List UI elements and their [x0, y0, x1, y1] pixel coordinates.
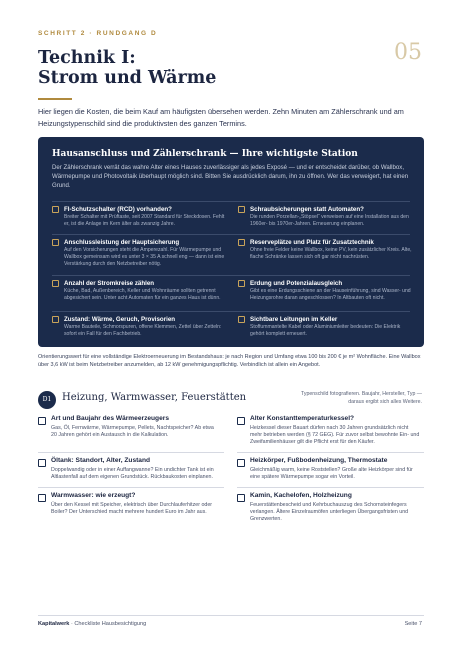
heating-item-text: Gleichmäßig warm, keine Roststellen? Große alte Heizkörper sind für eine spätere Wärmepumpe sogar ein Vorteil. — [250, 467, 413, 481]
heating-item-head: Heizkörper, Fußbodenheizung, Thermostate — [250, 457, 388, 464]
title-line-1: Technik I: — [38, 48, 136, 68]
checkbox-icon[interactable] — [237, 459, 245, 467]
footer-page: Seite 7 — [404, 621, 422, 627]
station-row-4 — [52, 311, 410, 341]
heating-item-text: Gas, Öl, Fernwärme, Wärmepumpe, Pellets, Nachtspeicher? Ab etwa 20 Jahren gehört ein Austausch in die Kalkulation. — [51, 425, 214, 439]
divider — [237, 452, 424, 453]
section-title: Heizung, Warmwasser, Feuerstätten — [62, 392, 247, 403]
checkbox-icon[interactable] — [52, 239, 59, 246]
station-item-text: Die runden Porzellan-„Stöpsel“ verweisen auf eine Installation aus den 1960er- bis 1970er-Jahren. Erneuerung einplanen. — [250, 214, 409, 227]
station-row-3 — [52, 275, 410, 311]
checkbox-icon[interactable] — [38, 417, 46, 425]
divider — [38, 452, 224, 453]
checkbox-icon[interactable] — [52, 316, 59, 323]
footer-brand-name: Kapitalwerk — [38, 621, 70, 627]
checkbox-icon[interactable] — [52, 280, 59, 287]
station-item-head: Erdung und Potenzialausgleich — [250, 279, 343, 287]
page-number-decor: 05 — [394, 40, 422, 65]
divider — [38, 487, 224, 488]
station-box — [38, 137, 424, 347]
cost-note: Orientierungswert für eine vollständige Elektroerneuerung im Bestandshaus: je nach Region und Umfang etwa 100 bis 200 € je m² Wohnfläche. Eine Wallbox über 3,6 kW ist beim Netzbetreiber anzumelden, ab 12 kW genehmigungspflichtig. Verbindlich ist allein ein Angebot. — [38, 354, 421, 368]
section-side-note: Typenschild fotografieren. Baujahr, Hersteller, Typ — daraus ergibt sich alles Weitere. — [300, 391, 422, 405]
heating-item-text: Feuerstättenbescheid und Kehrbuchauszug des Schornsteinfegers verlangen. Ältere Einzelraumöfen unterliegen Übergangsfristen und Grenzwerten. — [250, 502, 409, 523]
station-row-2 — [52, 234, 410, 275]
heating-item-head: Kamin, Kachelofen, Holzheizung — [250, 492, 352, 499]
station-title: Hausanschluss und Zählerschrank — Ihre wichtigste Station — [52, 149, 358, 159]
station-item-head: FI-Schutzschalter (RCD) vorhanden? — [64, 205, 172, 213]
station-item-text: Stoffummantelte Kabel oder Aluminiumleiter bedeuten: Die Elektrik gehört komplett erneuert. — [250, 324, 401, 337]
intro-text: Hier liegen die Kosten, die beim Kauf am häufigsten übersehen werden. Zehn Minuten am Zählerschrank und am Heizungstypenschild sind die produktivsten des ganzen Termins. — [38, 107, 404, 128]
checkbox-icon[interactable] — [238, 239, 245, 246]
checkbox-icon[interactable] — [52, 206, 59, 213]
footer-divider — [38, 615, 424, 616]
heating-item-head: Warmwasser: wie erzeugt? — [51, 492, 136, 499]
station-item-head: Reserveplätze und Platz für Zusatztechnik — [250, 238, 374, 246]
heating-item-text: Doppelwandig oder in einer Auffangwanne? Ein undichter Tank ist ein Altlastenfall auf dem eigenen Grundstück. Rückbaukosten einplanen. — [51, 467, 214, 481]
divider — [237, 487, 424, 488]
heating-item-text: Über den Kessel mit Speicher, elektrisch über Durchlauferhitzer oder Boiler? Der Unterschied macht mehrere hundert Euro im Jahr aus. — [51, 502, 213, 516]
checkbox-icon[interactable] — [238, 316, 245, 323]
station-item-head: Anschlussleistung der Hauptsicherung — [64, 238, 180, 246]
eyebrow: SCHRITT 2 · RUNDGANG D — [38, 30, 158, 37]
checkbox-icon[interactable] — [237, 417, 245, 425]
station-row-1 — [52, 201, 410, 234]
station-item-head: Schraubsicherungen statt Automaten? — [250, 205, 364, 213]
heating-item-text: Heizkessel dieser Bauart dürfen nach 30 Jahren grundsätzlich nicht mehr betrieben werden (§ 72 GEG). Für zuvor selbst bewohnte Ein- und Zweifamilienhäuser gilt die Pflicht erst für den Käufer. — [250, 425, 420, 446]
checkbox-icon[interactable] — [238, 206, 245, 213]
checkbox-icon[interactable] — [38, 494, 46, 502]
title-underline — [38, 98, 72, 100]
station-item-head: Sichtbare Leitungen im Keller — [250, 315, 338, 323]
station-item-text: Küche, Bad, Außenbereich, Keller und Wohnräume sollten getrennt abgesichert sein. Unter acht Automaten für ein ganzes Haus ist dünn. — [64, 288, 221, 301]
checkbox-icon[interactable] — [237, 494, 245, 502]
station-item-text: Gibt es eine Erdungsschiene an der Hauseinführung, sind Wasser- und Heizungsrohre daran angeschlossen? In Altbauten oft nicht. — [250, 288, 411, 301]
station-item-text: Warme Bauteile, Schmorspuren, offene Klemmen, Zettel über Zetteln: sofort ein Fall für den Fachbetrieb. — [64, 324, 222, 337]
station-item-text: Auf den Vorsicherungen steht die Amperezahl. Für Wärmepumpe und Wallbox gemeinsam wird es unter 3 × 35 A schnell eng — dann ist eine Verstärkung durch den Netzbetreiber nötig. — [64, 247, 225, 267]
heating-item-head: Öltank: Standort, Alter, Zustand — [51, 457, 151, 464]
page-title — [38, 48, 338, 88]
station-item-head: Anzahl der Stromkreise zählen — [64, 279, 155, 287]
checkbox-icon[interactable] — [238, 280, 245, 287]
title-line-2: Strom und Wärme — [38, 68, 217, 88]
station-item-text: Ohne freie Felder keine Wallbox, keine PV, kein zusätzlicher Kreis. Alte, flache Schränke lassen sich oft gar nicht nachrüsten. — [250, 247, 412, 260]
checkbox-icon[interactable] — [38, 459, 46, 467]
station-lead: Der Zählerschrank verrät das wahre Alter eines Hauses zuverlässiger als jedes Exposé — und er entscheidet darüber, ob Wallbox, Wärmepumpe und Photovoltaik überhaupt möglich sind. Bitten Sie ausdrücklich darum, ihn zu öffnen. Wer das verweigert, hat einen Grund. — [52, 164, 409, 189]
heating-item-head: Art und Baujahr des Wärmeerzeugers — [51, 415, 169, 422]
heating-item-head: Alter Konstanttemperaturkessel? — [250, 415, 355, 422]
section-badge: D1 — [38, 391, 56, 409]
footer-brand — [38, 621, 146, 627]
footer-doc-title: · Checkliste Hausbesichtigung — [70, 621, 147, 627]
station-item-text: Breiter Schalter mit Prüftaste, seit 2007 Standard für Steckdosen. Fehlt er, ist die Anlage im Kern älter als zwanzig Jahre. — [64, 214, 225, 227]
station-item-head: Zustand: Wärme, Geruch, Provisorien — [64, 315, 176, 323]
